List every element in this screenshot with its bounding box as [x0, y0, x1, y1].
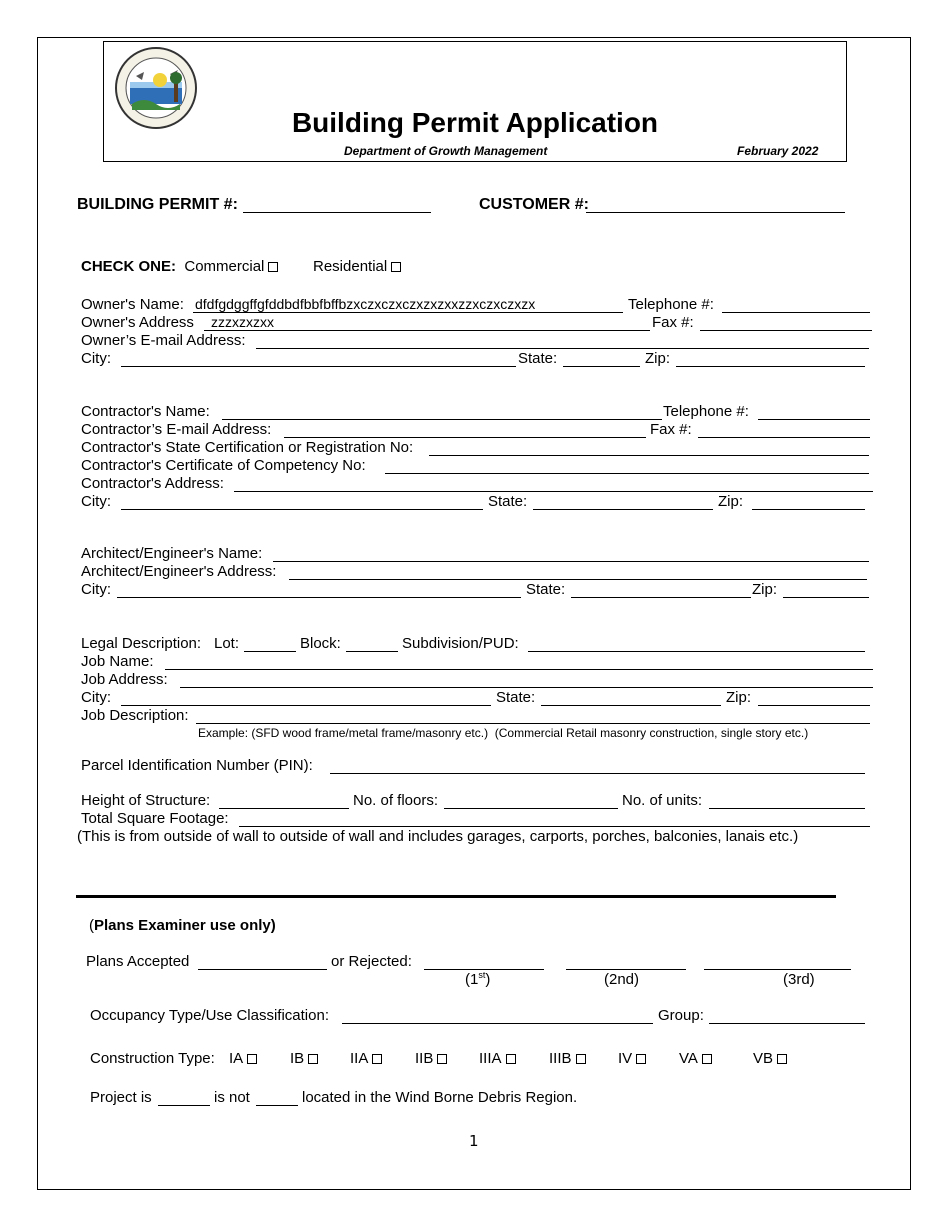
contractor-zip-label: Zip: — [718, 493, 744, 510]
permit-number-field[interactable] — [243, 212, 431, 213]
department-name: Department of Growth Management — [344, 144, 548, 158]
contractor-name-label: Contractor's Name: — [81, 403, 210, 420]
contractor-telephone-label: Telephone #: — [663, 403, 749, 420]
project-is-label: Project is — [90, 1089, 152, 1106]
group-field[interactable] — [709, 1023, 865, 1024]
page-number: 1 — [469, 1132, 479, 1150]
architect-name-field[interactable] — [273, 561, 869, 562]
contractor-fax-field[interactable] — [698, 437, 870, 438]
occupancy-field[interactable] — [342, 1023, 653, 1024]
owner-zip-field[interactable] — [676, 366, 865, 367]
examiner-heading-paren: ( — [89, 917, 94, 934]
owner-fax-field[interactable] — [700, 330, 872, 331]
first-review-label-sup: st — [478, 970, 486, 980]
form-date: February 2022 — [737, 144, 819, 158]
contractor-cert-field[interactable] — [429, 455, 869, 456]
lot-field[interactable] — [244, 651, 296, 652]
contractor-email-field[interactable] — [284, 437, 646, 438]
is-not-label: is not — [214, 1089, 250, 1106]
pin-field[interactable] — [330, 773, 865, 774]
owner-state-field[interactable] — [563, 366, 640, 367]
plans-rejected-label: or Rejected: — [331, 953, 412, 970]
contractor-city-field[interactable] — [121, 509, 483, 510]
legal-description-label: Legal Description: — [81, 635, 202, 652]
wind-region-label: located in the Wind Borne Debris Region. — [302, 1089, 578, 1106]
owner-fax-label: Fax #: — [652, 314, 694, 331]
contractor-telephone-field[interactable] — [758, 419, 870, 420]
rejected-third-field[interactable] — [704, 969, 851, 970]
construction-type-ia — [229, 1050, 257, 1068]
footage-field[interactable] — [239, 826, 870, 827]
owner-name-label: Owner's Name: — [81, 296, 184, 313]
construction-type-iiia-checkbox[interactable] — [506, 1054, 516, 1064]
contractor-address-label: Contractor's Address: — [81, 475, 224, 492]
construction-type-ib-checkbox[interactable] — [308, 1054, 318, 1064]
section-divider — [76, 895, 836, 898]
height-field[interactable] — [219, 808, 349, 809]
owner-name-field[interactable] — [193, 312, 623, 313]
residential-checkbox[interactable] — [391, 262, 401, 272]
architect-zip-label: Zip: — [752, 581, 778, 598]
job-city-field[interactable] — [121, 705, 491, 706]
job-address-label: Job Address: — [81, 671, 168, 688]
rejected-second-field[interactable] — [566, 969, 686, 970]
architect-address-field[interactable] — [289, 579, 867, 580]
subdivision-label: Subdivision/PUD: — [402, 635, 519, 652]
construction-type-iia-checkbox[interactable] — [372, 1054, 382, 1064]
architect-city-label: City: — [81, 581, 111, 598]
construction-type-ib — [290, 1050, 318, 1068]
block-field[interactable] — [346, 651, 398, 652]
construction-type-ib-label: IB — [290, 1050, 305, 1067]
job-address-field[interactable] — [180, 687, 873, 688]
construction-type-iiia-label: IIIA — [479, 1050, 502, 1067]
block-label: Block: — [300, 635, 341, 652]
customer-number-label: CUSTOMER #: — [479, 196, 589, 213]
contractor-competency-label: Contractor's Certificate of Competency No: — [81, 457, 366, 474]
footage-label: Total Square Footage: — [81, 810, 229, 827]
job-description-example: Example: (SFD wood frame/metal frame/masonry etc.) (Commercial Retail masonry construction, single story etc.) — [198, 726, 809, 740]
contractor-name-field[interactable] — [222, 419, 662, 420]
examiner-heading — [89, 917, 276, 935]
contractor-competency-field[interactable] — [385, 473, 869, 474]
job-name-label: Job Name: — [81, 653, 154, 670]
plans-accepted-label: Plans Accepted — [86, 953, 190, 970]
construction-type-iia — [350, 1050, 382, 1068]
owner-zip-label: Zip: — [645, 350, 671, 367]
plans-accepted-field[interactable] — [198, 969, 327, 970]
architect-zip-field[interactable] — [783, 597, 869, 598]
form-title: Building Permit Application — [291, 107, 659, 138]
units-field[interactable] — [709, 808, 865, 809]
job-description-label: Job Description: — [81, 707, 189, 724]
construction-type-iia-label: IIA — [350, 1050, 369, 1067]
construction-type-ia-label: IA — [229, 1050, 244, 1067]
construction-type-va-checkbox[interactable] — [702, 1054, 712, 1064]
construction-type-iv — [618, 1050, 646, 1068]
commercial-label: Commercial — [184, 258, 265, 275]
occupancy-label: Occupancy Type/Use Classification: — [90, 1007, 329, 1024]
construction-type-va-label: VA — [679, 1050, 698, 1067]
height-label: Height of Structure: — [81, 792, 211, 809]
construction-type-iiia — [479, 1050, 516, 1068]
floors-field[interactable] — [444, 808, 618, 809]
owner-email-label: Owner’s E-mail Address: — [81, 332, 246, 349]
project-is-field[interactable] — [158, 1105, 210, 1106]
job-zip-field[interactable] — [758, 705, 870, 706]
floors-label: No. of floors: — [353, 792, 439, 809]
construction-type-iib-label: IIB — [415, 1050, 434, 1067]
lot-label: Lot: — [214, 635, 240, 652]
construction-type-iiib — [549, 1050, 586, 1068]
owner-city-field[interactable] — [121, 366, 516, 367]
residential-row — [313, 258, 401, 276]
construction-type-vb — [753, 1050, 787, 1068]
construction-type-va — [679, 1050, 712, 1068]
third-review-label: (3rd) — [783, 971, 815, 988]
units-label: No. of units: — [622, 792, 703, 809]
commercial-checkbox[interactable] — [268, 262, 278, 272]
first-review-label — [465, 971, 490, 989]
is-not-field[interactable] — [256, 1105, 298, 1106]
construction-type-ia-checkbox[interactable] — [247, 1054, 257, 1064]
construction-type-iv-checkbox[interactable] — [636, 1054, 646, 1064]
construction-type-vb-checkbox[interactable] — [777, 1054, 787, 1064]
residential-label: Residential — [313, 258, 388, 275]
owner-email-field[interactable] — [256, 348, 869, 349]
footage-note: (This is from outside of wall to outside of wall and includes garages, carports, porches, balconies, lanais etc.) — [77, 828, 799, 845]
construction-type-iiib-checkbox[interactable] — [576, 1054, 586, 1064]
contractor-cert-label: Contractor's State Certification or Registration No: — [81, 439, 414, 456]
contractor-state-label: State: — [488, 493, 528, 510]
owner-city-label: City: — [81, 350, 111, 367]
architect-address-label: Architect/Engineer's Address: — [81, 563, 277, 580]
construction-type-iib-checkbox[interactable] — [437, 1054, 447, 1064]
owner-telephone-field[interactable] — [722, 312, 870, 313]
job-state-field[interactable] — [541, 705, 721, 706]
architect-state-field[interactable] — [571, 597, 751, 598]
contractor-zip-field[interactable] — [752, 509, 865, 510]
owner-name-value: dfdfgdggffgfddbdfbbfbffbzxczxczxczxzxzxxzzxczxczxzx — [195, 296, 536, 312]
contractor-city-label: City: — [81, 493, 111, 510]
owner-address-value: zzzxzxzxx — [211, 314, 274, 330]
check-one-label: CHECK ONE: — [81, 258, 177, 275]
owner-address-label: Owner's Address — [81, 314, 194, 331]
job-state-label: State: — [496, 689, 536, 706]
group-label: Group: — [658, 1007, 704, 1024]
pin-label: Parcel Identification Number (PIN): — [81, 757, 313, 774]
second-review-label: (2nd) — [604, 971, 640, 988]
construction-type-iv-label: IV — [618, 1050, 633, 1067]
architect-name-label: Architect/Engineer's Name: — [81, 545, 263, 562]
owner-address-field[interactable] — [204, 330, 650, 331]
owner-telephone-label: Telephone #: — [628, 296, 714, 313]
subdivision-field[interactable] — [528, 651, 865, 652]
construction-type-vb-label: VB — [753, 1050, 774, 1067]
contractor-address-field[interactable] — [234, 491, 873, 492]
architect-city-field[interactable] — [117, 597, 521, 598]
job-zip-label: Zip: — [726, 689, 752, 706]
check-one-row — [81, 258, 278, 276]
examiner-heading-text: Plans Examiner use only) — [94, 917, 276, 934]
contractor-state-field[interactable] — [533, 509, 713, 510]
contractor-fax-label: Fax #: — [650, 421, 692, 438]
construction-type-iiib-label: IIIB — [549, 1050, 572, 1067]
job-city-label: City: — [81, 689, 111, 706]
contractor-email-label: Contractor’s E-mail Address: — [81, 421, 272, 438]
customer-number-field[interactable] — [586, 212, 845, 213]
owner-state-label: State: — [518, 350, 558, 367]
first-review-label-post: ) — [485, 971, 491, 988]
first-review-label-pre: (1 — [465, 971, 479, 988]
construction-type-label: Construction Type: — [90, 1050, 215, 1067]
job-name-field[interactable] — [165, 669, 873, 670]
construction-type-iib — [415, 1050, 447, 1068]
architect-state-label: State: — [526, 581, 566, 598]
permit-number-label: BUILDING PERMIT #: — [77, 196, 238, 213]
